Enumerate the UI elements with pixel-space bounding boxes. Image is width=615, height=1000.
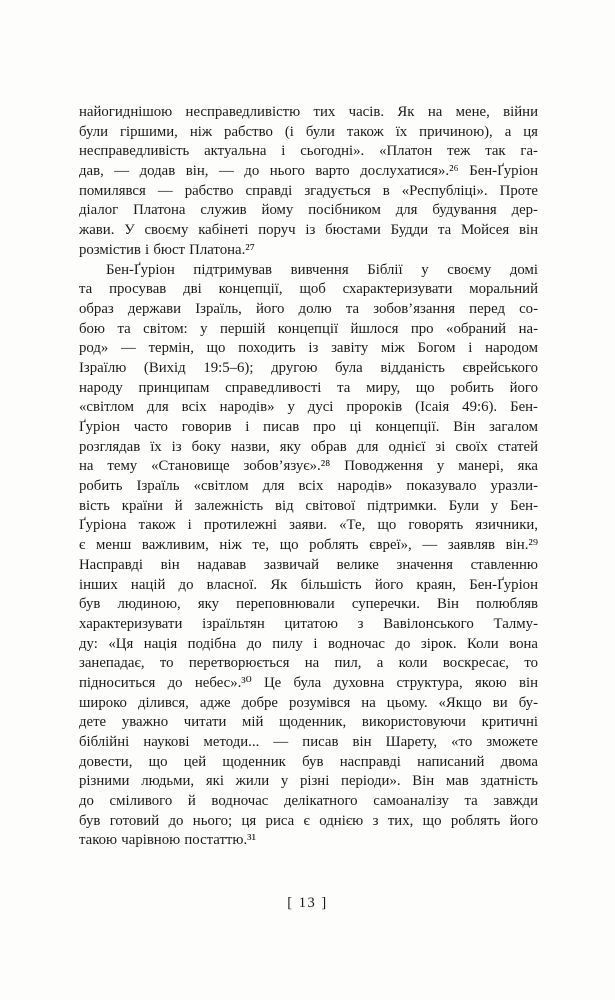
text-line: діалог Платона служив йому посібником для будування дер- xyxy=(79,202,538,219)
text-line: занепадає, то перетворюється на пил, а коли воскресає, то xyxy=(79,655,538,672)
text-line: Ізраїлю (Вихід 19:5–6); другою була відданість єврейського xyxy=(79,359,538,376)
text-line: довести, що цей щоденник був насправді написаний двома xyxy=(79,753,538,770)
text-line: образ держави Ізраїль, його долю та зобов’язання перед со- xyxy=(79,300,538,317)
text-line: помилявся — рабство справді згадується в «Республіці». Проте xyxy=(79,182,538,199)
text-line: та просував дві концепції, щоб схарактеризувати моральний xyxy=(79,281,538,298)
text-line: народу принципам справедливості та миру, що робить його xyxy=(79,379,538,396)
text-line: род» — термін, що походить із завіту між Богом і народом xyxy=(79,340,538,357)
text-line: були гіршими, ніж рабство (і були також їх причиною), а ця xyxy=(79,123,538,140)
text-line: жави. У своєму кабінеті поруч із бюстами Будди та Мойсея він xyxy=(79,222,538,239)
page-number: [ 13 ] xyxy=(287,895,328,911)
text-line: інших націй до власної. Як більшість його краян, Бен-Ґуріон xyxy=(79,576,538,593)
text-line: біблійні наукові методи... — писав він Шарету, «то зможете xyxy=(79,734,538,750)
text-line: несправедливість актуальна і сьогодні». «Платон теж так га- xyxy=(79,143,538,160)
text-line: такою чарівною постаттю.³¹ xyxy=(79,832,257,849)
text-line: Бен-Ґуріон підтримував вивчення Біблії у своєму домі xyxy=(106,261,538,278)
text-line: «світлом для всіх народів» у дусі пророків (Ісаія 49:6). Бен- xyxy=(79,399,538,416)
text-line: Насправді він надавав зазвичай велике значення ставленню xyxy=(79,556,538,573)
text-line: бою та світом: у першій концепції йшлося про «обраний на- xyxy=(79,320,538,337)
text-line: Ґуріон часто говорив і писав про ці концепції. Він загалом xyxy=(79,419,538,435)
text-line: підноситься до небес».³⁰ Це була духовна структура, якою він xyxy=(79,674,538,691)
paragraph xyxy=(79,261,538,852)
body-text xyxy=(79,103,538,851)
text-line: ду: «Ця нація подібна до пилу і водночас до зірок. Коли вона xyxy=(79,635,538,652)
paragraph xyxy=(79,103,538,261)
text-line: різними людьми, які жили у різні періоди». Він мав здатність xyxy=(79,773,538,790)
text-line: був людиною, яку переповнювали суперечки. Він полюбляв xyxy=(79,596,538,613)
text-line: вість країни й залежність від світової підтримки. Були у Бен- xyxy=(79,497,538,514)
text-line: до сміливого й водночас делікатного самоаналізу та завжди xyxy=(79,793,538,810)
text-line: характеризувати ізраїльтян цитатою з Вавілонського Талму- xyxy=(79,615,538,632)
text-line: розмістив і бюст Платона.²⁷ xyxy=(79,241,255,258)
text-line: розглядав їх із боку назви, яку обрав для однієї зі своїх статей xyxy=(79,438,538,455)
text-line: дав, — додав він, — до нього варто дослухатися».²⁶ Бен-Ґуріон xyxy=(79,163,538,180)
text-line: Ґуріона також і протилежні заяви. «Те, що говорять язичники, xyxy=(79,517,538,534)
text-line: на тему «Становище зобов’язує».²⁸ Поводження у манері, яка xyxy=(79,458,538,475)
text-line: був готовий до нього; ця риса є однією з тих, що роблять його xyxy=(79,812,538,829)
text-line: найогиднішою несправедливістю тих часів. Як на мене, війни xyxy=(79,104,538,120)
text-line: широко ділився, адже добре розумівся на цьому. «Якщо ви бу- xyxy=(79,694,538,711)
text-line: робить Ізраїль «світлом для всіх народів» показувало уразли- xyxy=(79,478,538,495)
text-line: є менш важливим, ніж те, що роблять євреї», — заявляв він.²⁹ xyxy=(79,537,538,554)
text-line: дете уважно читати мій щоденник, використовуючи критичні xyxy=(79,714,538,731)
